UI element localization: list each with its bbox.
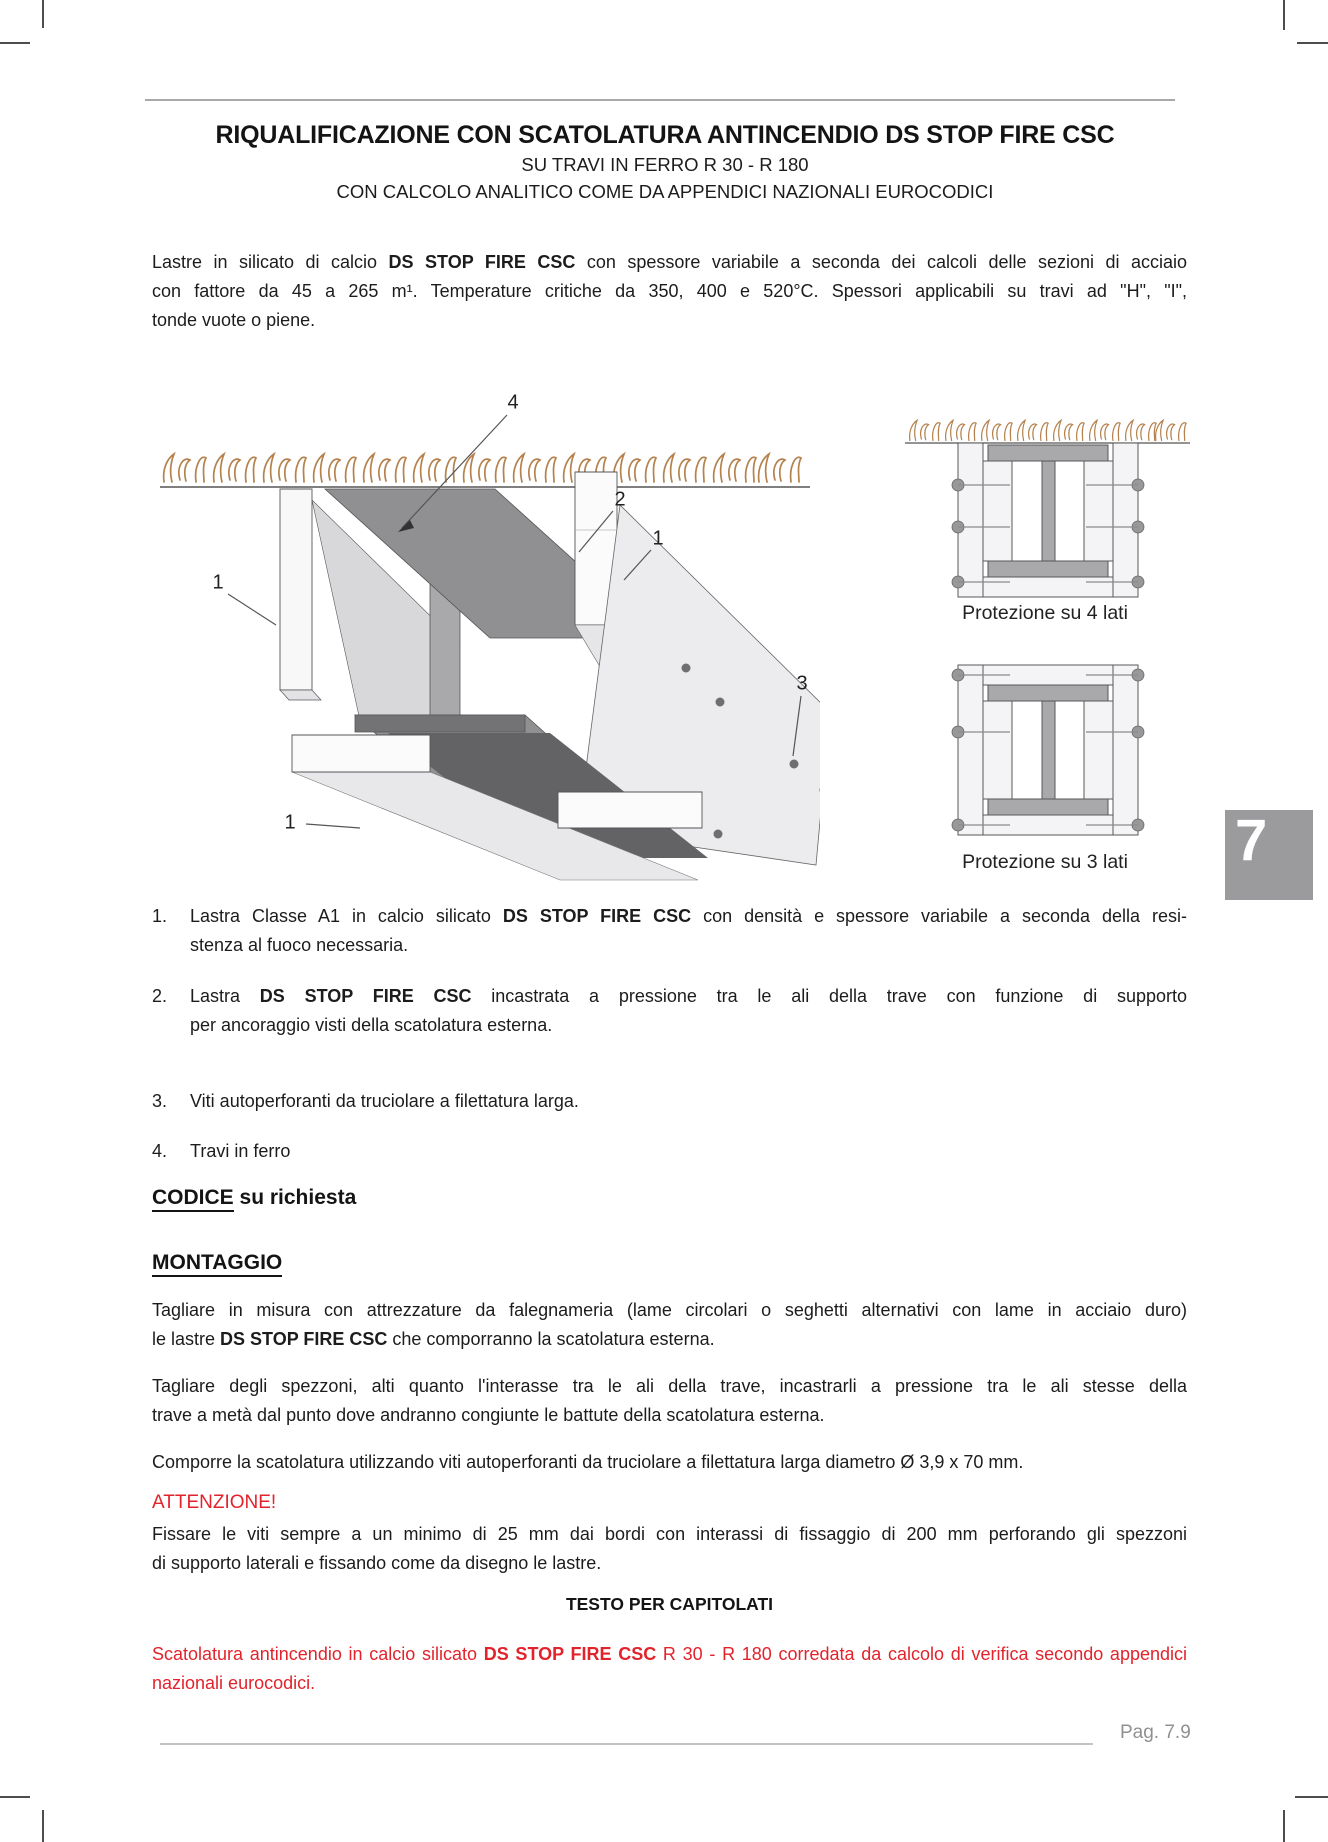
callout-label-3: 3: [796, 672, 808, 695]
montaggio-p3-line-1: Comporre la scatolatura utilizzando viti autoperforanti da truciolare a filettatura larga diametro Ø 3,9 x 70 mm.: [152, 1452, 1024, 1472]
list-item-2-number: 2.: [152, 986, 168, 1006]
infill-board-left: [983, 461, 1012, 561]
capitolati-paragraph: [152, 1640, 1187, 1698]
infill-board-left: [983, 701, 1012, 799]
header-rule: [145, 99, 1175, 101]
codice-rest: su richiesta: [233, 1186, 357, 1209]
list-item-4: [190, 1137, 1187, 1166]
attention-label: ATTENZIONE!: [152, 1492, 277, 1513]
caption-protection-3-sides: Protezione su 3 lati: [962, 851, 1128, 873]
i-beam-top-flange: [988, 685, 1108, 701]
crop-mark-top-left-v: [42, 0, 44, 28]
i-beam-bottom-flange: [988, 561, 1108, 577]
crop-mark-top-right-h: [1297, 42, 1328, 44]
list-item-3-line-1: Viti autoperforanti da truciolare a filettatura larga.: [190, 1091, 579, 1111]
i-beam-web: [1042, 701, 1055, 799]
callout-label-1-bottom: 1: [284, 811, 296, 834]
i-beam-top-flange: [988, 445, 1108, 461]
list-item-1-line-2: stenza al fuoco necessaria.: [190, 935, 409, 955]
montaggio-label: MONTAGGIO: [152, 1251, 282, 1277]
bottom-tray-board: [292, 735, 430, 772]
infill-board-right: [1084, 461, 1113, 561]
list-item-3: [190, 1087, 1187, 1116]
crop-mark-bottom-left-v: [42, 1810, 44, 1842]
ceiling-hatch: [164, 454, 801, 482]
page-title: RIQUALIFICAZIONE CON SCATOLATURA ANTINCENDIO DS STOP FIRE CSC: [215, 121, 1115, 149]
outer-board-left: [958, 443, 983, 597]
bottom-closure-board: [983, 577, 1113, 597]
section-4-sides: [952, 443, 1144, 597]
outer-board-right: [1113, 665, 1138, 835]
list-item-1-line-1: Lastra Classe A1 in calcio silicato DS STOP FIRE CSC con densità e spessore variabile a seconda della resi-: [190, 906, 1187, 926]
montaggio-p2-line-2: trave a metà dal punto dove andranno congiunte le battute della scatolatura esterna.: [152, 1405, 825, 1425]
page-subtitle-1: SU TRAVI IN FERRO R 30 - R 180: [521, 154, 809, 175]
montaggio-p4-line-1: Fissare le viti sempre a un minimo di 25 mm dai bordi con interassi di fissaggio di 200 mm perforando gli spezzoni: [152, 1524, 1187, 1544]
page-number: Pag. 7.9: [1120, 1722, 1191, 1743]
list-item-1: [190, 902, 1187, 960]
i-beam-web: [1042, 461, 1055, 561]
codice-keyword: CODICE: [152, 1186, 234, 1212]
montaggio-p1-line-1: Tagliare in misura con attrezzature da falegnameria (lame circolari o seghetti alternativi con lame in acciaio duro): [152, 1300, 1187, 1320]
section-heading-montaggio: [152, 1251, 282, 1275]
list-item-1-number: 1.: [152, 906, 168, 926]
intro-line-3: tonde vuote o piene.: [152, 310, 316, 330]
intro-line-1: Lastre in silicato di calcio DS STOP FIRE CSC con spessore variabile a seconda dei calcoli delle sezioni di acciaio: [152, 252, 1188, 272]
montaggio-paragraph-1: [152, 1296, 1187, 1354]
crop-mark-top-left-h: [0, 42, 30, 44]
capitolati-line-2: nazionali eurocodici.: [152, 1673, 316, 1693]
list-item-4-line-1: Travi in ferro: [190, 1141, 291, 1161]
cross-section-diagrams: [895, 410, 1195, 890]
crop-mark-bottom-left-h: [0, 1796, 30, 1798]
infill-board-right: [1084, 701, 1113, 799]
left-hanging-board-bottom: [280, 690, 321, 700]
outer-board-left: [958, 665, 983, 835]
footer-rule: [160, 1743, 1093, 1745]
crop-mark-bottom-right-v: [1283, 1810, 1285, 1842]
intro-paragraph: [152, 248, 1187, 335]
capitolati-heading: TESTO PER CAPITOLATI: [565, 1594, 774, 1614]
intro-line-2: con fattore da 45 a 265 m¹. Temperature critiche da 350, 400 e 520°C. Spessori applicabili su travi ad "H", "I",: [152, 281, 1187, 301]
list-item-2-line-2: per ancoraggio visti della scatolatura esterna.: [190, 1015, 553, 1035]
section-3-sides: [952, 665, 1144, 835]
callout-label-4: 4: [507, 391, 519, 414]
montaggio-p4-line-2: di supporto laterali e fissando come da disegno le lastre.: [152, 1553, 602, 1573]
section-heading-codice: [152, 1186, 356, 1210]
crop-mark-top-right-v: [1283, 0, 1285, 30]
callout-label-1-right: 1: [652, 527, 664, 550]
crop-mark-bottom-right-h: [1295, 1796, 1328, 1798]
montaggio-p2-line-1: Tagliare degli spezzoni, alti quanto l'interasse tra le ali della trave, incastrarli a pressione tra le ali stesse della: [152, 1376, 1187, 1396]
montaggio-paragraph-2: [152, 1372, 1187, 1430]
montaggio-p1-line-2: le lastre DS STOP FIRE CSC che comporranno la scatolatura esterna.: [152, 1329, 715, 1349]
bottom-tray-board-right: [558, 792, 702, 828]
list-item-2: [190, 982, 1187, 1040]
montaggio-paragraph-3: [152, 1448, 1187, 1477]
main-isometric-diagram: [130, 360, 820, 885]
section-hatch: [910, 420, 1187, 440]
montaggio-paragraph-4: [152, 1520, 1187, 1578]
title-block: [145, 120, 1185, 204]
left-hanging-board: [280, 489, 312, 690]
callout-label-1-left: 1: [212, 571, 224, 594]
callout-label-2: 2: [614, 488, 626, 511]
page-subtitle-2: CON CALCOLO ANALITICO COME DA APPENDICI NAZIONALI EUROCODICI: [336, 181, 994, 202]
chapter-tab: 7: [1225, 810, 1313, 900]
list-item-3-number: 3.: [152, 1091, 168, 1111]
i-beam-bottom-flange: [988, 799, 1108, 815]
capitolati-line-1: Scatolatura antincendio in calcio silicato DS STOP FIRE CSC R 30 - R 180 corredata da calcolo di verifica secondo appendici: [152, 1644, 1187, 1664]
list-item-2-line-1: Lastra DS STOP FIRE CSC incastrata a pressione tra le ali della trave con funzione di supporto: [190, 986, 1188, 1006]
caption-protection-4-sides: Protezione su 4 lati: [962, 602, 1128, 624]
outer-board-right: [1113, 443, 1138, 597]
list-item-4-number: 4.: [152, 1141, 168, 1161]
